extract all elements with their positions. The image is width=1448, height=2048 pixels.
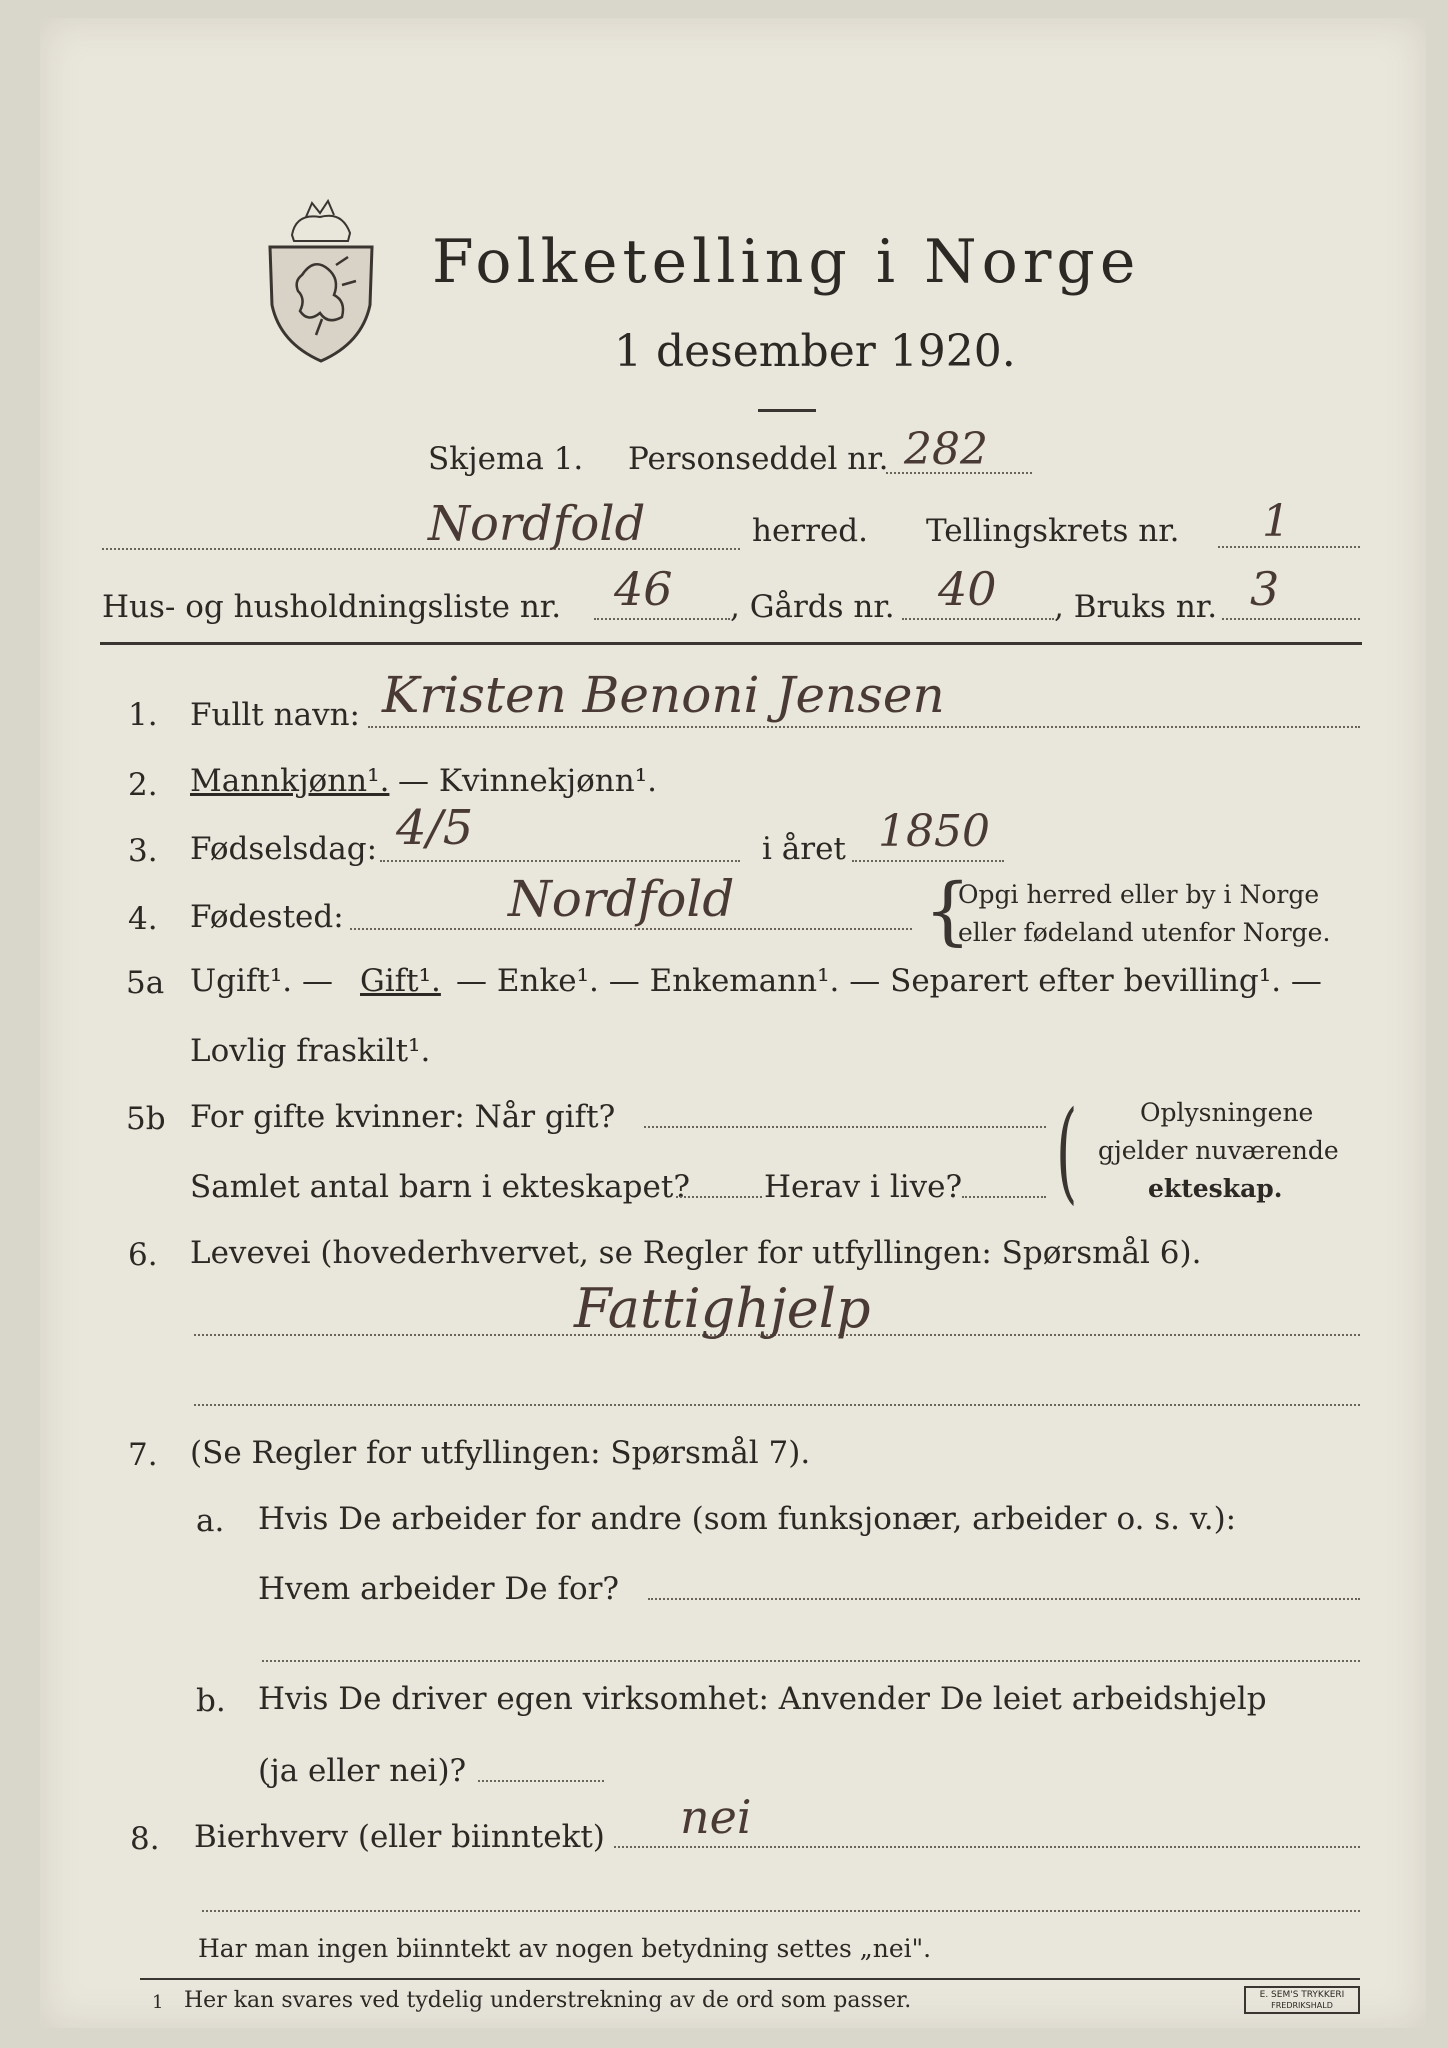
header-divider <box>100 642 1362 645</box>
q5b-number: 5b <box>126 1101 166 1137</box>
gaards-line <box>902 618 1054 620</box>
q6-occupation-value: Fattighjelp <box>574 1277 871 1340</box>
q3-day-line <box>380 860 740 862</box>
q3-number: 3. <box>128 833 158 869</box>
census-date: 1 desember 1920. <box>614 326 1016 377</box>
q2-kvinnekjonn: — Kvinnekjønn¹. <box>398 763 657 799</box>
footer-note: Har man ingen biinntekt av nogen betydning settes „nei". <box>198 1934 932 1963</box>
household-list-label: Hus- og husholdningsliste nr. <box>102 589 562 625</box>
q1-label: Fullt navn: <box>190 697 360 733</box>
q7a-who-line <box>648 1598 1360 1600</box>
q6-line2 <box>194 1404 1360 1406</box>
personseddel-label: Personseddel nr. <box>628 441 889 477</box>
q5a-fraskilt: Lovlig fraskilt¹. <box>190 1033 431 1069</box>
q8-number: 8. <box>130 1821 160 1857</box>
q5b-when-line <box>644 1126 1046 1128</box>
q4-label: Fødested: <box>190 899 344 935</box>
q5a-options: — Enke¹. — Enkemann¹. — Separert efter bevilling¹. — <box>456 963 1322 999</box>
tellingskrets-value: 1 <box>1262 496 1290 547</box>
q3-label: Fødselsdag: <box>190 831 378 867</box>
bruks-value: 3 <box>1250 562 1280 616</box>
q5b-children-line <box>676 1196 762 1198</box>
q4-note-brace: { <box>924 868 972 954</box>
title-divider <box>758 409 816 412</box>
form-title: Folketelling i Norge <box>432 227 1141 297</box>
q4-number: 4. <box>128 901 158 937</box>
herred-label: herred. <box>752 513 868 549</box>
q1-line <box>368 726 1360 728</box>
q5b-note-line3: ekteskap. <box>1148 1174 1283 1203</box>
q7b-letter: b. <box>196 1683 226 1719</box>
q5b-children-alive: Herav i live? <box>764 1169 963 1205</box>
q4-note-line1: Opgi herred eller by i Norge <box>958 880 1320 909</box>
footer-divider <box>140 1978 1360 1980</box>
q7a-line2 <box>262 1660 1360 1662</box>
bruks-label: , Bruks nr. <box>1054 589 1218 625</box>
herred-value: Nordfold <box>428 496 646 552</box>
q5b-note-brace: ( <box>1056 1087 1078 1215</box>
q7-number: 7. <box>128 1437 158 1473</box>
household-list-line <box>594 618 730 620</box>
census-form-page <box>40 18 1426 2028</box>
q2-mannkjonn: Mannkjønn¹. <box>190 763 390 799</box>
q2-number: 2. <box>128 767 158 803</box>
q5b-note-line1: Oplysningene <box>1140 1098 1314 1127</box>
q4-note-line2: eller fødeland utenfor Norge. <box>958 918 1331 947</box>
q3-year-value: 1850 <box>878 806 990 857</box>
q8-label: Bierhverv (eller biinntekt) <box>194 1819 605 1855</box>
q5b-note-line2: gjelder nuværende <box>1098 1136 1339 1165</box>
q5b-when-married: For gifte kvinner: Når gift? <box>190 1099 616 1135</box>
q5a-ugift: Ugift¹. — <box>190 963 333 999</box>
q3-year-label: i året <box>762 831 846 867</box>
q7b-line <box>478 1780 604 1782</box>
gaards-value: 40 <box>938 562 997 616</box>
q8-line2 <box>202 1910 1360 1912</box>
footnote-number: 1 <box>152 1992 164 2013</box>
q8-line <box>614 1846 1360 1848</box>
printer-name: E. SEM'S TRYKKERI <box>1259 1990 1345 2000</box>
household-list-value: 46 <box>614 562 673 616</box>
schema-label: Skjema 1. <box>428 441 584 477</box>
q7a-who: Hvem arbeider De for? <box>258 1571 620 1607</box>
q1-number: 1. <box>128 697 158 733</box>
q5a-gift: Gift¹. <box>360 963 441 999</box>
printer-city: FREDRIKSHALD <box>1271 2001 1333 2010</box>
personseddel-value: 282 <box>904 424 988 475</box>
q7b-yes-no: (ja eller nei)? <box>258 1753 467 1789</box>
footnote-text: Her kan svares ved tydelig understrekning av de ord som passer. <box>184 1988 912 2013</box>
q7-label: (Se Regler for utfyllingen: Spørsmål 7). <box>190 1435 811 1471</box>
q8-side-income-value: nei <box>680 1790 752 1844</box>
q4-line <box>350 928 912 930</box>
q5a-number: 5a <box>126 965 165 1001</box>
q6-label: Levevei (hovederhvervet, se Regler for utfyllingen: Spørsmål 6). <box>190 1235 1202 1271</box>
q1-full-name-value: Kristen Benoni Jensen <box>382 666 945 724</box>
q5b-children-total: Samlet antal barn i ekteskapet? <box>190 1169 690 1205</box>
q6-number: 6. <box>128 1237 158 1273</box>
q3-birthday-value: 4/5 <box>396 800 474 856</box>
coat-of-arms-icon <box>262 195 380 365</box>
q4-birthplace-value: Nordfold <box>508 870 735 928</box>
gaards-label: , Gårds nr. <box>730 589 895 625</box>
q7b-text: Hvis De driver egen virksomhet: Anvender De leiet arbeidshjelp <box>258 1681 1267 1717</box>
q7a-letter: a. <box>196 1503 225 1539</box>
q5b-alive-line <box>962 1196 1046 1198</box>
q7a-text: Hvis De arbeider for andre (som funksjonær, arbeider o. s. v.): <box>258 1501 1237 1537</box>
bruks-line <box>1222 618 1360 620</box>
q3-year-line <box>852 860 1004 862</box>
tellingskrets-label: Tellingskrets nr. <box>926 513 1180 549</box>
printer-stamp <box>1244 1986 1360 2014</box>
